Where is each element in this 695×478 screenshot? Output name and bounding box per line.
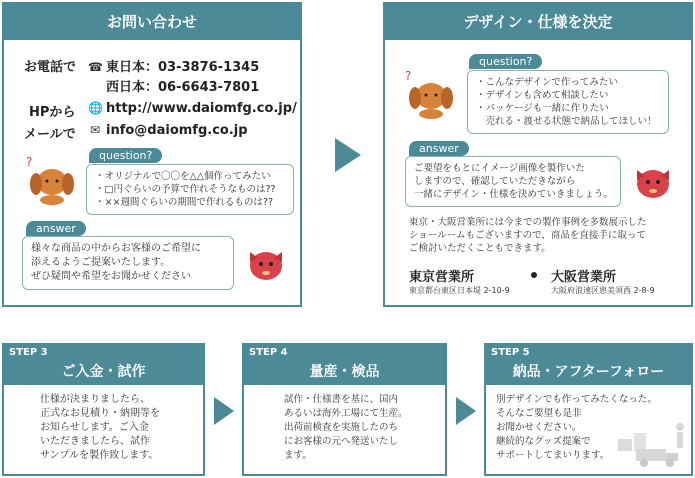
osaka-office-address: 大阪府浪速区恵美須西 2-8-9 bbox=[551, 286, 655, 295]
step-description: 試作・仕様書を基に、国内 あるいは海外工場にて生産。 出荷前検査を実施したのち にお客様の元へ発送いたし ます。 bbox=[284, 394, 408, 461]
phone-east[interactable]: ☎ 東日本：03-3876-1345 bbox=[88, 60, 260, 75]
step-description: 別デザインでも作ってみたくなった。 そんなご要望も是非 お聞かせください。 継続的なグッズ提案で サポートしてまいります。 bbox=[496, 394, 657, 461]
tokyo-office-address: 東京都台東区日本堤 2-10-9 bbox=[409, 286, 510, 295]
svg-text:?: ? bbox=[26, 155, 33, 169]
step-3-card bbox=[2, 343, 205, 476]
design-panel bbox=[383, 2, 693, 307]
answer-bubble: ご要望をもとにイメージ画像を製作いた しますので、確認していただきながら 一緒にデザイン・仕様を決めていきましょう。 bbox=[405, 156, 621, 207]
showroom-info: 東京・大阪営業所には今までの製作事例を多数展示した ショールームもございますので、商品を直接手に取って ご検討いただくこともできます。 bbox=[409, 217, 647, 254]
mail-label: メールで bbox=[24, 127, 76, 142]
dog-mascot-icon bbox=[399, 68, 457, 120]
step-description: 仕様が決まりましたら、 正式なお見積り・納期等を お知らせします。ご入金 いただきましたら、試作 サンプルを製作致します。 bbox=[40, 394, 160, 461]
question-tag: question? bbox=[469, 54, 542, 69]
step-4-card bbox=[242, 343, 447, 476]
delivery-truck-icon bbox=[614, 417, 690, 471]
step-title: ご入金・試作 bbox=[61, 364, 146, 380]
globe-icon: 🌐 bbox=[88, 101, 103, 115]
arrow-right-icon bbox=[335, 138, 361, 172]
contact-panel-title: お問い合わせ bbox=[4, 4, 300, 40]
tokyo-office-name: 東京営業所 bbox=[409, 270, 475, 285]
svg-text:?: ? bbox=[405, 69, 412, 83]
step-title: 量産・検品 bbox=[309, 364, 380, 380]
answer-bubble: 様々な商品の中からお客様のご希望に 添えるようご提案いたします。 ぜひ疑問や希望をお聞かせください bbox=[22, 236, 234, 290]
answer-tag: answer bbox=[26, 221, 86, 236]
osaka-office-name: 大阪営業所 bbox=[551, 270, 617, 285]
arrow-right-icon bbox=[456, 397, 476, 425]
question-tag: question? bbox=[89, 148, 162, 163]
dog-mascot-icon bbox=[20, 154, 78, 206]
fish-mascot-icon bbox=[627, 158, 679, 204]
phone-west[interactable]: 西日本：06-6643-7801 bbox=[106, 80, 260, 95]
answer-tag: answer bbox=[409, 141, 469, 156]
email-link[interactable]: ✉ info@daiomfg.co.jp bbox=[89, 123, 248, 138]
question-bubble: ・オリジナルで〇〇を△△個作ってみたい ・□円ぐらいの予算で作れそうなものは?? ・××週間ぐらいの期間で作れるものは?? bbox=[86, 164, 294, 215]
separator-dot bbox=[531, 272, 537, 278]
step-5-card bbox=[484, 343, 693, 476]
question-bubble: ・こんなデザインで作ってみたい ・デザインも含めて相談したい ・パッケージも一緒に作りたい 売れる・渡せる状態で納品してほしい！ bbox=[467, 70, 669, 134]
phone-icon: ☎ bbox=[88, 60, 103, 74]
mail-icon: ✉ bbox=[89, 123, 101, 137]
arrow-right-icon bbox=[214, 397, 234, 425]
design-panel-title: デザイン・仕様を決定 bbox=[385, 4, 691, 40]
phone-label: お電話で bbox=[24, 60, 77, 75]
hp-label: HPから bbox=[29, 105, 76, 120]
step-title: 納品・アフターフォロー bbox=[512, 364, 665, 380]
fish-mascot-icon bbox=[240, 240, 292, 286]
step-number: STEP 5 bbox=[491, 347, 530, 358]
website-link[interactable]: 🌐 http://www.daiomfg.co.jp/ bbox=[88, 101, 297, 116]
contact-panel bbox=[2, 2, 302, 307]
step-number: STEP 3 bbox=[9, 347, 48, 358]
step-number: STEP 4 bbox=[249, 347, 288, 358]
